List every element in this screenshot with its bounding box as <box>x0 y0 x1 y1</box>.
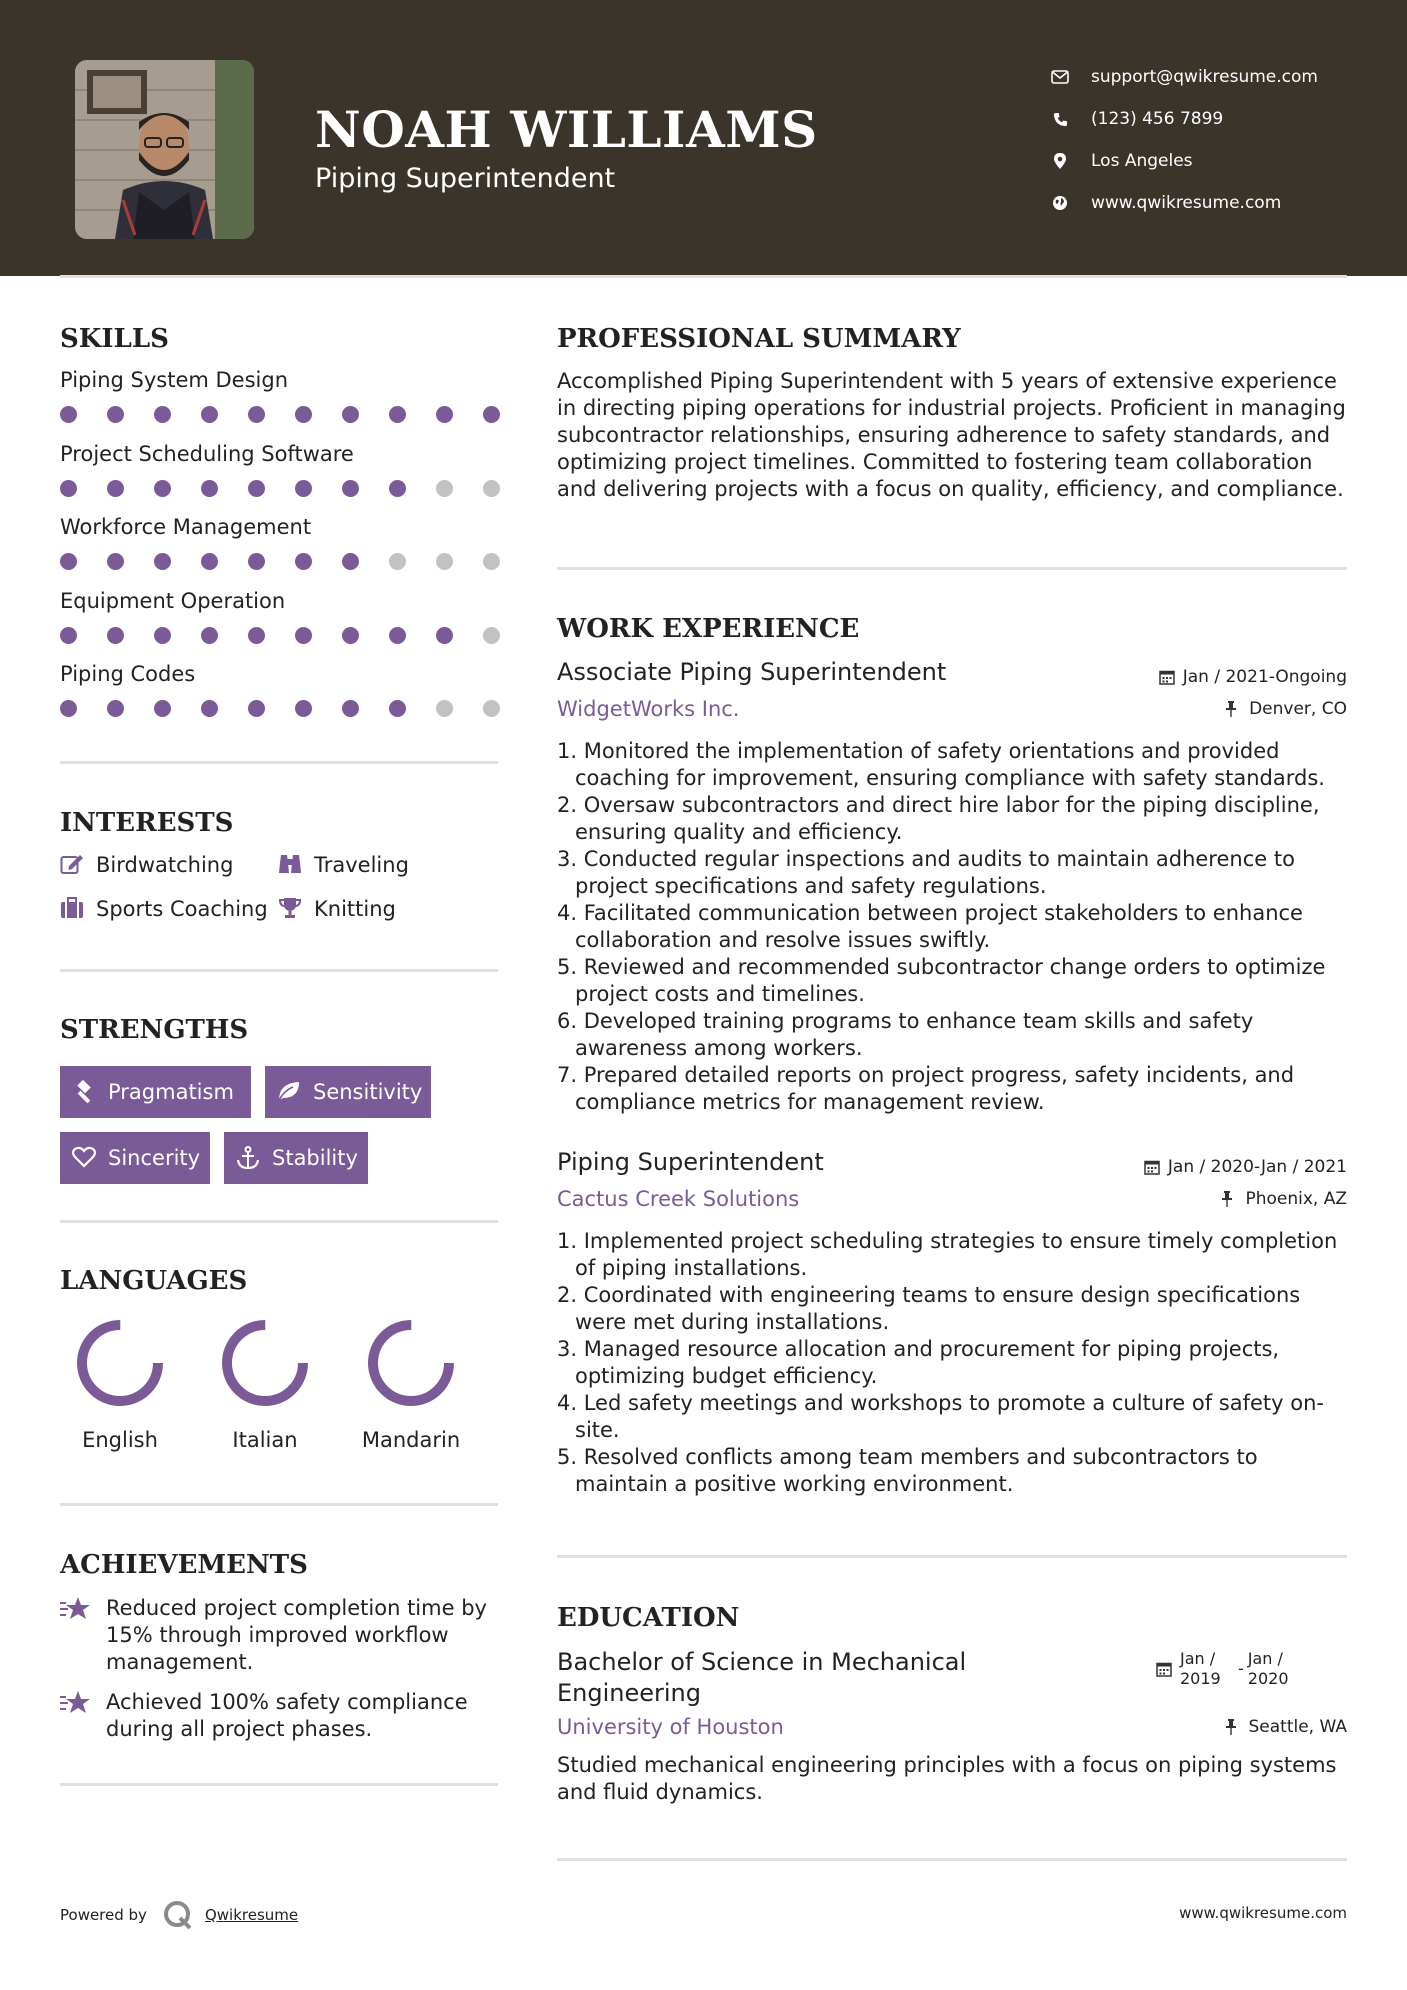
rating-dot-filled <box>248 553 265 570</box>
rating-dot-filled <box>436 627 453 644</box>
skill-rating <box>60 553 500 570</box>
languages-divider <box>60 1503 498 1506</box>
rating-dot-filled <box>60 406 77 423</box>
powered-by-label: Powered by <box>60 1906 147 1924</box>
job-bullet: 1. Implemented project scheduling strategies to ensure timely completion of piping installations. <box>557 1229 1338 1280</box>
strength-tag <box>265 1066 431 1118</box>
rating-dot-filled <box>201 406 218 423</box>
globe-icon <box>1050 193 1070 213</box>
job-bullet-list <box>557 1228 1347 1498</box>
interests-heading: INTERESTS <box>60 808 234 838</box>
skills-heading: SKILLS <box>60 324 169 354</box>
calendar-icon <box>1159 669 1175 685</box>
anchor-icon <box>236 1146 260 1170</box>
experience-heading: WORK EXPERIENCE <box>557 614 860 644</box>
education-end-date: Jan / 2020 <box>1247 1649 1289 1688</box>
strength-label: Pragmatism <box>108 1080 234 1104</box>
rating-dot-empty <box>436 700 453 717</box>
interest-item <box>60 897 268 921</box>
job-location <box>1221 1189 1347 1209</box>
education-heading: EDUCATION <box>557 1603 740 1633</box>
skill-name: Equipment Operation <box>60 588 286 613</box>
rating-dot-filled <box>107 553 124 570</box>
education-divider <box>557 1858 1347 1861</box>
language-level-arc <box>82 1325 158 1401</box>
strength-tag <box>224 1132 368 1184</box>
language-name: English <box>82 1428 158 1452</box>
contact-location <box>1050 140 1318 182</box>
strength-tag <box>60 1132 210 1184</box>
education-dates <box>1156 1649 1296 1689</box>
job-dates-text: Jan / 2021-Ongoing <box>1182 667 1347 687</box>
contact-email[interactable] <box>1050 56 1318 98</box>
map-pin-icon <box>1050 151 1070 171</box>
rating-dot-filled <box>248 627 265 644</box>
skill-rating <box>60 406 500 423</box>
skills-divider <box>60 761 498 764</box>
edit-icon <box>60 853 84 877</box>
job-bullet: 7. Prepared detailed reports on project progress, safety incidents, and compliance metrics for management review. <box>557 1063 1295 1114</box>
achievement-text: Achieved 100% safety compliance during all project phases. <box>106 1690 468 1741</box>
contact-list <box>1050 56 1318 224</box>
achievements-heading: ACHIEVEMENTS <box>60 1550 308 1580</box>
profile-photo <box>75 60 254 239</box>
rating-dot-empty <box>483 700 500 717</box>
skill-rating <box>60 480 500 497</box>
job-location-text: Denver, CO <box>1249 699 1347 719</box>
pushpin-icon <box>1225 701 1241 717</box>
job-bullet: 4. Led safety meetings and workshops to promote a culture of safety on-site. <box>557 1391 1324 1442</box>
rating-dot-filled <box>154 406 171 423</box>
rating-dot-filled <box>483 406 500 423</box>
education-location <box>1225 1717 1348 1737</box>
rating-dot-filled <box>342 406 359 423</box>
gavel-icon <box>72 1080 96 1104</box>
rating-dot-filled <box>342 553 359 570</box>
interest-item <box>278 897 396 921</box>
strength-label: Sensitivity <box>313 1080 423 1104</box>
language-level-arc <box>227 1325 303 1401</box>
summary-text: Accomplished Piping Superintendent with 5 years of extensive experience in directing piping operations for industrial projects. Proficient in managing subcontractor relationships, ensuring adherence to safety standards, and optimizing project timelines. Committed to fostering team collaboration and delivering projects with a focus on quality, efficiency, and compliance. <box>557 369 1346 501</box>
achievements-divider <box>60 1783 498 1786</box>
language-level-arc <box>373 1325 449 1401</box>
contact-website[interactable] <box>1050 182 1318 224</box>
language-level-ring <box>365 1317 457 1409</box>
skill-name: Workforce Management <box>60 515 312 539</box>
language-name: Mandarin <box>361 1428 461 1452</box>
footer-powered-by <box>60 1900 298 1930</box>
strength-label: Sincerity <box>108 1146 201 1170</box>
pushpin-icon <box>1221 1191 1237 1207</box>
skill-name: Project Scheduling Software <box>60 441 354 466</box>
rating-dot-filled <box>248 480 265 497</box>
job-dates <box>1159 667 1347 687</box>
rating-dot-filled <box>60 480 77 497</box>
binoculars-icon <box>278 853 302 877</box>
job-company: WidgetWorks Inc. <box>557 697 740 721</box>
rating-dot-filled <box>60 627 77 644</box>
language-item <box>195 1317 335 1452</box>
rating-dot-filled <box>107 700 124 717</box>
trophy-icon <box>278 897 302 921</box>
rating-dot-filled <box>154 480 171 497</box>
rating-dot-filled <box>201 480 218 497</box>
qwikresume-logo-icon <box>163 1900 193 1930</box>
rating-dot-filled <box>389 627 406 644</box>
strengths-heading: STRENGTHS <box>60 1015 249 1045</box>
job-location-text: Phoenix, AZ <box>1245 1189 1347 1209</box>
interest-item <box>278 853 409 877</box>
job-bullet: 5. Resolved conflicts among team members and subcontractors to maintain a positive working environment. <box>557 1445 1258 1496</box>
achievement-text: Reduced project completion time by 15% through improved workflow management. <box>106 1596 487 1674</box>
education-location-text: Seattle, WA <box>1248 1717 1347 1737</box>
rating-dot-filled <box>248 700 265 717</box>
strength-label: Stability <box>272 1146 358 1170</box>
envelope-icon <box>1050 67 1070 87</box>
language-level-ring <box>219 1317 311 1409</box>
job-dates-text: Jan / 2020-Jan / 2021 <box>1167 1157 1347 1177</box>
date-separator: - <box>1238 1659 1244 1678</box>
strength-tag <box>60 1066 251 1118</box>
achievement-item <box>60 1689 500 1743</box>
job-bullet: 1. Monitored the implementation of safety orientations and provided coaching for improvement, ensuring compliance with safety standards. <box>557 739 1325 790</box>
rating-dot-filled <box>154 700 171 717</box>
job-bullet: 3. Conducted regular inspections and audits to maintain adherence to project specifications and safety regulations. <box>557 847 1295 898</box>
education-start-date: Jan / 2019 <box>1180 1649 1221 1688</box>
rating-dot-filled <box>60 553 77 570</box>
heart-icon <box>72 1146 96 1170</box>
skill-rating <box>60 627 500 644</box>
rating-dot-filled <box>342 627 359 644</box>
education-description: Studied mechanical engineering principles with a focus on piping systems and fluid dynamics. <box>557 1753 1337 1804</box>
rating-dot-filled <box>201 700 218 717</box>
rating-dot-filled <box>342 700 359 717</box>
language-item <box>341 1317 481 1452</box>
star-icon <box>60 1689 92 1717</box>
phone-icon <box>1050 109 1070 129</box>
rating-dot-filled <box>154 553 171 570</box>
rating-dot-filled <box>295 480 312 497</box>
language-item <box>50 1317 190 1452</box>
degree-title: Bachelor of Science in Mechanical Engineering <box>557 1648 967 1707</box>
brand-link[interactable]: Qwikresume <box>204 1906 299 1924</box>
rating-dot-filled <box>107 627 124 644</box>
candidate-name: NOAH WILLIAMS <box>315 100 818 159</box>
rating-dot-filled <box>154 627 171 644</box>
language-level-ring <box>74 1317 166 1409</box>
strengths-divider <box>60 1220 498 1223</box>
rating-dot-filled <box>295 406 312 423</box>
rating-dot-filled <box>107 406 124 423</box>
rating-dot-filled <box>60 700 77 717</box>
contact-website-text: www.qwikresume.com <box>1091 193 1282 213</box>
experience-divider <box>557 1555 1347 1558</box>
job-bullet: 2. Coordinated with engineering teams to ensure design specifications were met during installations. <box>557 1283 1301 1334</box>
calendar-icon <box>1144 1159 1160 1175</box>
rating-dot-filled <box>295 627 312 644</box>
resume-header <box>0 0 1407 276</box>
rating-dot-filled <box>107 480 124 497</box>
pushpin-icon <box>1225 1719 1241 1735</box>
job-bullet: 5. Reviewed and recommended subcontractor change orders to optimize project costs and timelines. <box>557 955 1326 1006</box>
interest-label: Birdwatching <box>96 853 234 877</box>
contact-location-text: Los Angeles <box>1091 151 1193 171</box>
school-name: University of Houston <box>557 1715 784 1739</box>
header-divider <box>60 275 1347 278</box>
briefcase-icon <box>60 897 84 921</box>
skill-name: Piping System Design <box>60 368 289 392</box>
summary-heading: PROFESSIONAL SUMMARY <box>557 324 961 354</box>
contact-email-text: support@qwikresume.com <box>1091 67 1318 87</box>
rating-dot-filled <box>436 406 453 423</box>
rating-dot-filled <box>389 480 406 497</box>
rating-dot-filled <box>201 553 218 570</box>
rating-dot-empty <box>436 553 453 570</box>
rating-dot-empty <box>389 553 406 570</box>
summary-divider <box>557 567 1347 570</box>
rating-dot-filled <box>295 553 312 570</box>
language-name: Italian <box>232 1428 298 1452</box>
calendar-icon <box>1156 1661 1172 1677</box>
footer-website[interactable]: www.qwikresume.com <box>1179 1904 1347 1922</box>
rating-dot-filled <box>389 700 406 717</box>
skill-rating <box>60 700 500 717</box>
job-bullet-list <box>557 738 1347 1116</box>
rating-dot-filled <box>342 480 359 497</box>
job-location <box>1225 699 1347 719</box>
job-bullet: 4. Facilitated communication between project stakeholders to enhance collaboration and resolve issues swiftly. <box>557 901 1303 952</box>
job-bullet: 6. Developed training programs to enhance team skills and safety awareness among workers. <box>557 1009 1254 1060</box>
rating-dot-empty <box>483 553 500 570</box>
job-bullet: 2. Oversaw subcontractors and direct hire labor for the piping discipline, ensuring quality and efficiency. <box>557 793 1320 844</box>
rating-dot-empty <box>436 480 453 497</box>
job-company: Cactus Creek Solutions <box>557 1187 800 1211</box>
skill-name: Piping Codes <box>60 662 196 686</box>
rating-dot-empty <box>483 480 500 497</box>
job-title: Piping Superintendent <box>557 1148 824 1176</box>
star-icon <box>60 1595 92 1623</box>
interest-label: Sports Coaching <box>96 897 268 921</box>
rating-dot-filled <box>201 627 218 644</box>
interest-label: Traveling <box>314 853 409 877</box>
job-dates <box>1144 1157 1347 1177</box>
interest-label: Knitting <box>314 897 396 921</box>
candidate-title: Piping Superintendent <box>315 163 616 194</box>
rating-dot-filled <box>248 406 265 423</box>
contact-phone[interactable] <box>1050 98 1318 140</box>
rating-dot-filled <box>295 700 312 717</box>
job-bullet: 3. Managed resource allocation and procurement for piping projects, optimizing budget efficiency. <box>557 1337 1280 1388</box>
interest-item <box>60 853 233 877</box>
leaf-icon <box>277 1080 301 1104</box>
job-title: Associate Piping Superintendent <box>557 658 947 686</box>
interests-divider <box>60 969 498 972</box>
languages-heading: LANGUAGES <box>60 1266 248 1296</box>
rating-dot-empty <box>483 627 500 644</box>
achievement-item <box>60 1595 500 1676</box>
rating-dot-filled <box>389 406 406 423</box>
contact-phone-text: (123) 456 7899 <box>1091 109 1224 129</box>
